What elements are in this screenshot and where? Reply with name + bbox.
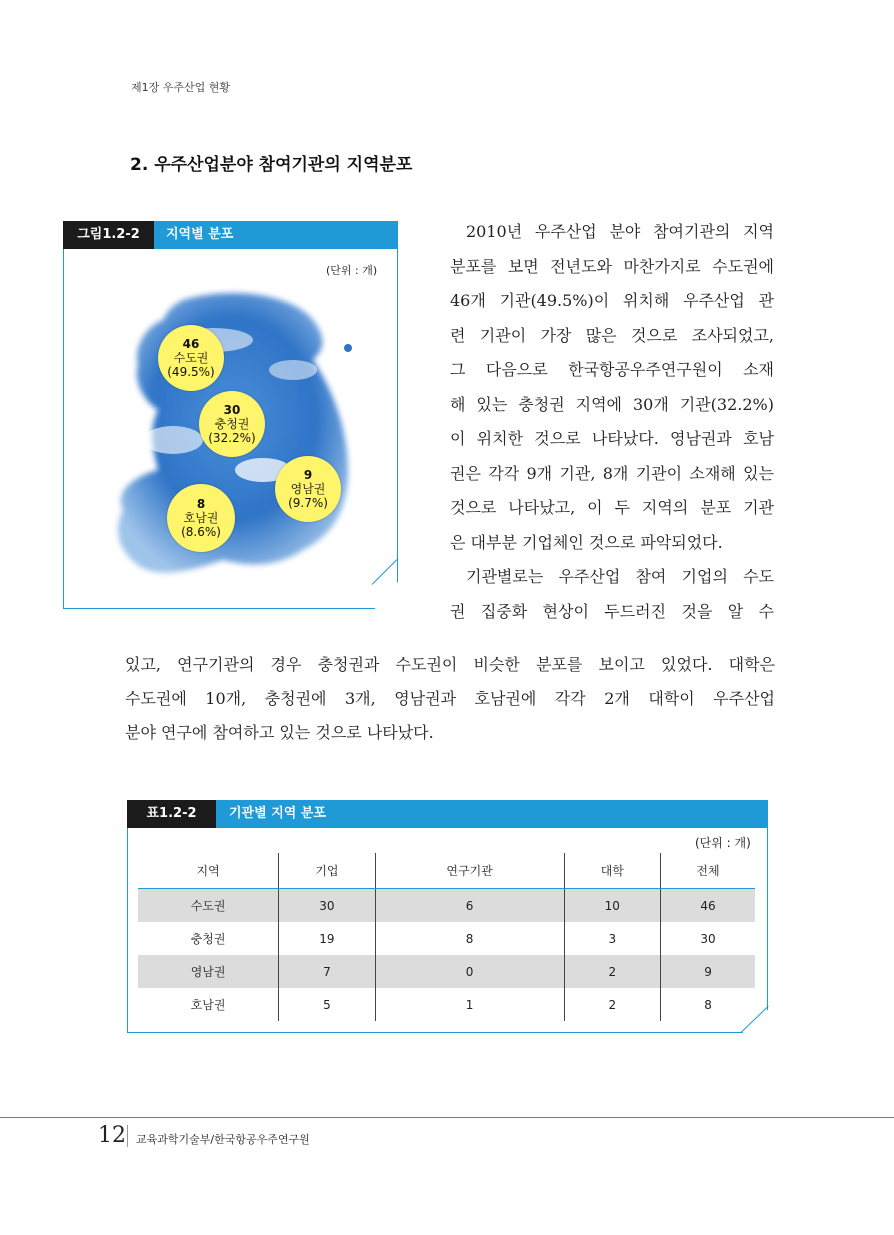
island-dot bbox=[344, 344, 352, 352]
paragraph-line: 이 위치한 것으로 나타났다. 영남권과 호남 bbox=[450, 429, 774, 448]
region-count: 9 bbox=[303, 468, 313, 482]
paragraph-line: 기관별로는 우주산업 참여 기업의 수도 bbox=[466, 567, 774, 586]
table-cell: 1 bbox=[375, 988, 564, 1021]
paragraph-line: 해 있는 충청권 지역에 30개 기관(32.2%) bbox=[450, 394, 774, 414]
region-count: 30 bbox=[223, 403, 241, 417]
column-header: 연구기관 bbox=[375, 853, 564, 889]
running-head: 제1장 우주산업 현황 bbox=[131, 81, 230, 94]
cloud-shape bbox=[143, 426, 203, 454]
region-percent: (8.6%) bbox=[181, 525, 221, 539]
paragraph-line: 분야 연구에 참여하고 있는 것으로 나타났다. bbox=[125, 723, 434, 742]
table-cell: 0 bbox=[375, 955, 564, 988]
paragraph-line: 은 대부분 기업체인 것으로 파악되었다. bbox=[450, 532, 723, 552]
table-cell: 8 bbox=[661, 988, 755, 1021]
region-count: 46 bbox=[182, 337, 200, 351]
region-name: 수도권 bbox=[173, 351, 209, 365]
table-label: 표1.2-2 bbox=[127, 800, 216, 828]
distribution-table bbox=[138, 853, 755, 1021]
paragraph-line: 수도권에 10개, 충청권에 3개, 영남권과 호남권에 각각 2개 대학이 우주산업 bbox=[125, 689, 775, 708]
figure-label: 그림1.2-2 bbox=[63, 221, 154, 249]
table-cell: 호남권 bbox=[190, 998, 226, 1012]
table-cell: 46 bbox=[661, 889, 755, 923]
region-name: 영남권 bbox=[290, 482, 326, 496]
table-header-bar bbox=[127, 800, 768, 828]
table-cell: 6 bbox=[375, 889, 564, 923]
region-percent: (32.2%) bbox=[208, 431, 256, 445]
region-bubble-chungcheong bbox=[199, 391, 265, 457]
region-bubble-honam bbox=[167, 484, 235, 552]
figure-title: 지역별 분포 bbox=[166, 227, 234, 242]
table-cell: 수도권 bbox=[138, 889, 279, 923]
footer-rule bbox=[0, 1117, 894, 1118]
table-row bbox=[138, 922, 755, 955]
table-cell: 7 bbox=[279, 955, 375, 988]
table-title: 기관별 지역 분포 bbox=[229, 806, 326, 821]
table-cell: 10 bbox=[564, 889, 660, 923]
table-header-row bbox=[138, 853, 755, 889]
table-cell: 3 bbox=[564, 922, 660, 955]
table-row bbox=[138, 988, 755, 1021]
column-header: 기업 bbox=[279, 853, 375, 889]
paragraph-line: 련 기관이 가장 많은 것으로 조사되었고, bbox=[450, 325, 774, 345]
table-cell: 영남권 bbox=[138, 955, 279, 988]
column-header: 전체 bbox=[661, 853, 755, 889]
region-percent: (9.7%) bbox=[288, 496, 328, 510]
column-header: 대학 bbox=[564, 853, 660, 889]
table-row bbox=[138, 955, 755, 988]
table-cell: 5 bbox=[279, 988, 375, 1021]
region-percent: (49.5%) bbox=[167, 365, 215, 379]
table-cell: 8 bbox=[375, 922, 564, 955]
paragraph-line: 있고, 연구기관의 경우 충청권과 수도권이 비슷한 분포를 보이고 있었다. 대학은 bbox=[125, 655, 775, 674]
paragraph-line: 것으로 나타났고, 이 두 지역의 분포 기관 bbox=[450, 498, 774, 517]
section-title: 2. 우주산업분야 참여기관의 지역분포 bbox=[130, 155, 413, 175]
table-unit: (단위 : 개) bbox=[695, 836, 751, 850]
figure-unit: (단위 : 개) bbox=[326, 264, 378, 277]
cloud-shape bbox=[269, 360, 317, 380]
region-name: 호남권 bbox=[183, 511, 219, 525]
paragraph-column bbox=[450, 215, 774, 629]
footer-organization: 교육과학기술부/한국항공우주연구원 bbox=[136, 1133, 310, 1146]
region-count: 8 bbox=[196, 497, 206, 511]
table-cell: 충청권 bbox=[190, 932, 226, 946]
paragraph-line: 그 다음으로 한국항공우주연구원이 소재 bbox=[450, 360, 774, 379]
paragraph-line: 2010년 우주산업 분야 참여기관의 지역 bbox=[466, 222, 774, 241]
paragraph-line: 권 집중화 현상이 두드러진 것을 알 수 bbox=[450, 601, 774, 621]
region-name: 충청권 bbox=[214, 417, 250, 431]
page-number: 12 bbox=[98, 1123, 126, 1148]
region-bubble-yeongnam bbox=[275, 456, 341, 522]
table-cell: 19 bbox=[279, 922, 375, 955]
region-bubble-sudo bbox=[158, 325, 224, 391]
table-cell: 30 bbox=[279, 889, 375, 923]
table-cell: 2 bbox=[564, 955, 660, 988]
footer-divider bbox=[127, 1125, 128, 1147]
paragraph-line: 분포를 보면 전년도와 마찬가지로 수도권에 bbox=[450, 256, 774, 276]
paragraph-line: 권은 각각 9개 기관, 8개 기관이 소재해 있는 bbox=[450, 463, 774, 483]
table-cell: 2 bbox=[564, 988, 660, 1021]
table-cell: 9 bbox=[661, 955, 755, 988]
column-header: 지역 bbox=[138, 853, 279, 889]
table-row bbox=[138, 889, 755, 923]
paragraph-line: 46개 기관(49.5%)이 위치해 우주산업 관 bbox=[450, 291, 774, 310]
table-cell: 30 bbox=[661, 922, 755, 955]
paragraph-full bbox=[125, 648, 775, 750]
